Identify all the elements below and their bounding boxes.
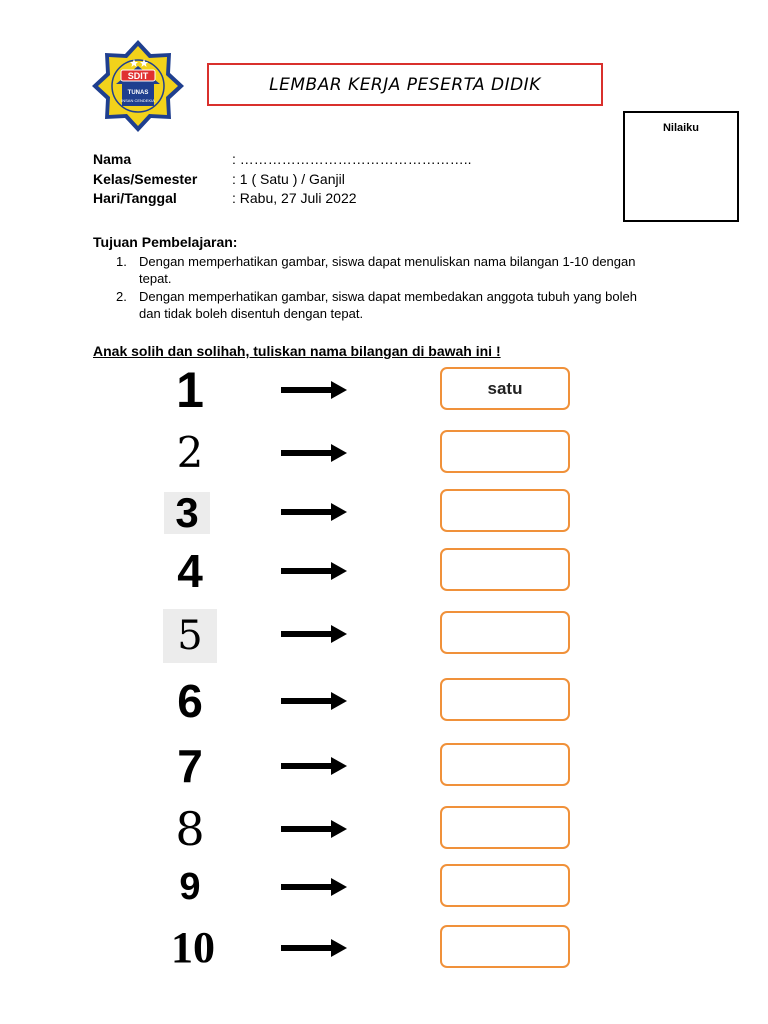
exercise-row [0, 546, 768, 596]
title-box [207, 63, 603, 106]
logo-line2: INSAN CENDEKIA [121, 98, 155, 103]
school-logo [88, 40, 188, 132]
number-label: 8 [175, 802, 205, 856]
arrow-right-icon [281, 502, 347, 522]
arrow-right-icon [281, 938, 347, 958]
objectives-heading: Tujuan Pembelajaran: [93, 234, 238, 250]
number-label: 4 [177, 545, 203, 597]
exercise-row [0, 923, 768, 973]
exercise-row [0, 609, 768, 659]
objective-number: 1. [116, 254, 127, 269]
identity-label: Hari/Tanggal [93, 190, 177, 206]
arrow-right-icon [281, 691, 347, 711]
instruction: Anak solih dan solihah, tuliskan nama bilangan di bawah ini ! [93, 343, 501, 359]
exercise-row [0, 362, 768, 418]
number-label: 2 [176, 428, 204, 477]
arrow-right-icon [281, 624, 347, 644]
exercise-row [0, 804, 768, 854]
arrow-right-icon [281, 877, 347, 897]
number-label: 6 [177, 675, 203, 727]
exercise-row [0, 428, 768, 478]
arrow-right-icon [281, 561, 347, 581]
objective-number: 2. [116, 289, 127, 304]
objective-text: Dengan memperhatikan gambar, siswa dapat membedakan anggota tubuh yang boleh dan tidak boleh disentuh dengan tepat. [139, 289, 637, 321]
arrow-right-icon [281, 756, 347, 776]
score-box [623, 111, 739, 222]
number-label: 7 [177, 740, 203, 792]
answer-box[interactable] [440, 548, 570, 591]
arrow-right-icon [281, 819, 347, 839]
logo-line1: TUNAS [127, 90, 149, 96]
exercise-row [0, 862, 768, 912]
number-label: 9 [179, 866, 201, 908]
objective-text: Dengan memperhatikan gambar, siswa dapat menuliskan nama bilangan 1-10 dengan tepat. [139, 254, 636, 286]
number-label: 1 [176, 362, 204, 418]
exercise-row [0, 741, 768, 791]
answer-box[interactable] [440, 678, 570, 721]
page-title: LEMBAR KERJA PESERTA DIDIK [269, 74, 541, 95]
number-label: 5 [163, 609, 217, 663]
identity-value: : Rabu, 27 Juli 2022 [232, 190, 357, 206]
answer-box[interactable] [440, 864, 570, 907]
identity-value: : 1 ( Satu ) / Ganjil [232, 171, 345, 187]
arrow-right-icon [281, 443, 347, 463]
answer-box[interactable]: satu [440, 367, 570, 410]
answer-box[interactable] [440, 743, 570, 786]
number-label: 3 [164, 492, 210, 534]
exercise-row [0, 487, 768, 537]
answer-box[interactable] [440, 806, 570, 849]
answer-box[interactable] [440, 611, 570, 654]
answer-box[interactable] [440, 925, 570, 968]
identity-label: Kelas/Semester [93, 171, 198, 187]
answer-box[interactable] [440, 430, 570, 473]
logo-badge-text: SDIT [127, 71, 149, 81]
exercise-row [0, 676, 768, 726]
identity-value[interactable]: : ………………………………………….. [232, 151, 472, 167]
arrow-right-icon [281, 380, 347, 400]
number-label: 10 [171, 923, 215, 972]
score-label: Nilaiku [662, 122, 700, 134]
answer-box[interactable] [440, 489, 570, 532]
identity-label: Nama [93, 151, 132, 167]
